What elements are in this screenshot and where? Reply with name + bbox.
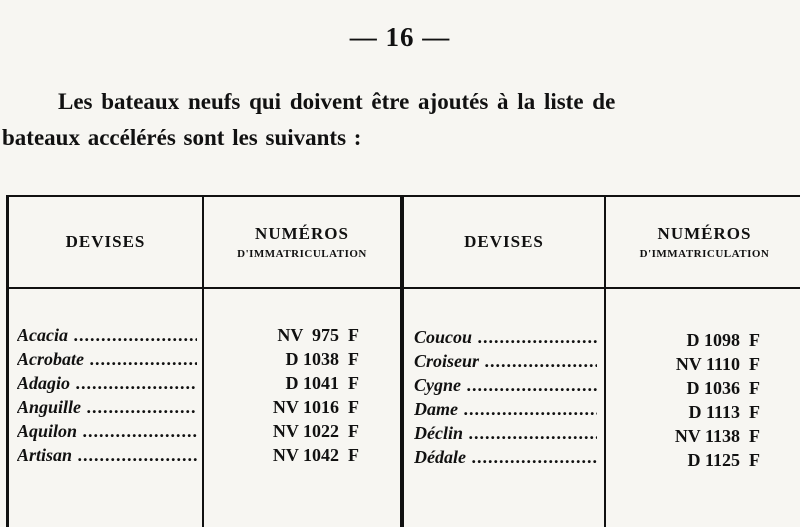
intro-line-2: bateaux accélérés sont les suivants : xyxy=(2,125,362,150)
table-row xyxy=(9,349,800,373)
boat-name: Déclin ..... xyxy=(414,423,597,444)
header-numeros-left xyxy=(204,197,400,287)
boat-name: Dédale ..... xyxy=(414,447,597,468)
boat-name: Anguille ..... xyxy=(17,397,197,418)
header-devises-label: DEVISES xyxy=(65,232,146,251)
registration-number: NV 1110 F xyxy=(675,354,760,374)
boat-name: Aquilon ..... xyxy=(17,421,197,442)
header-immatriculation-label: D'IMMATRICULATION xyxy=(639,248,770,260)
registration-number: D 1036 F xyxy=(686,378,760,398)
intro-paragraph xyxy=(0,84,800,156)
header-immatriculation-label: D'IMMATRICULATION xyxy=(237,248,367,260)
table-row xyxy=(9,325,800,349)
boat-name: Croiseur ..... xyxy=(414,351,597,372)
boat-name: Adagio ..... xyxy=(17,373,197,394)
registration-number: NV 1022 F xyxy=(272,421,359,441)
page-number: — 16 — xyxy=(349,22,451,52)
registration-number: D 1113 F xyxy=(688,402,760,422)
header-numeros-right xyxy=(606,197,800,287)
header-numeros-label: NUMÉROS xyxy=(255,224,349,243)
registration-number: NV 975 F xyxy=(277,325,359,345)
registration-number: NV 1138 F xyxy=(674,426,760,446)
header-devises-right xyxy=(404,197,604,287)
table-row xyxy=(9,445,800,469)
boat-name: Acrobate ..... xyxy=(17,349,197,370)
header-divider xyxy=(9,287,800,289)
registration-number: D 1041 F xyxy=(285,373,359,393)
header-devises-label: DEVISES xyxy=(464,232,544,251)
registration-number: NV 1016 F xyxy=(272,397,359,417)
boat-name: Coucou ..... xyxy=(414,327,597,348)
header-devises-left xyxy=(9,197,202,287)
table-row xyxy=(9,397,800,421)
boat-name: Cygne ..... xyxy=(414,375,597,396)
registration-number: NV 1042 F xyxy=(272,445,359,465)
boats-table xyxy=(6,195,800,527)
registration-number: D 1125 F xyxy=(687,450,760,470)
header-numeros-label: NUMÉROS xyxy=(657,224,752,243)
table-row xyxy=(9,373,800,397)
intro-line-1: Les bateaux neufs qui doivent être ajoutés à la liste de xyxy=(58,89,616,114)
boat-name: Artisan ..... xyxy=(17,445,197,466)
boat-name: Dame ..... xyxy=(414,399,597,420)
registration-number: D 1098 F xyxy=(686,330,760,350)
boat-name: Acacia ..... xyxy=(17,325,197,346)
registration-number: D 1038 F xyxy=(285,349,359,369)
table-row xyxy=(9,421,800,445)
